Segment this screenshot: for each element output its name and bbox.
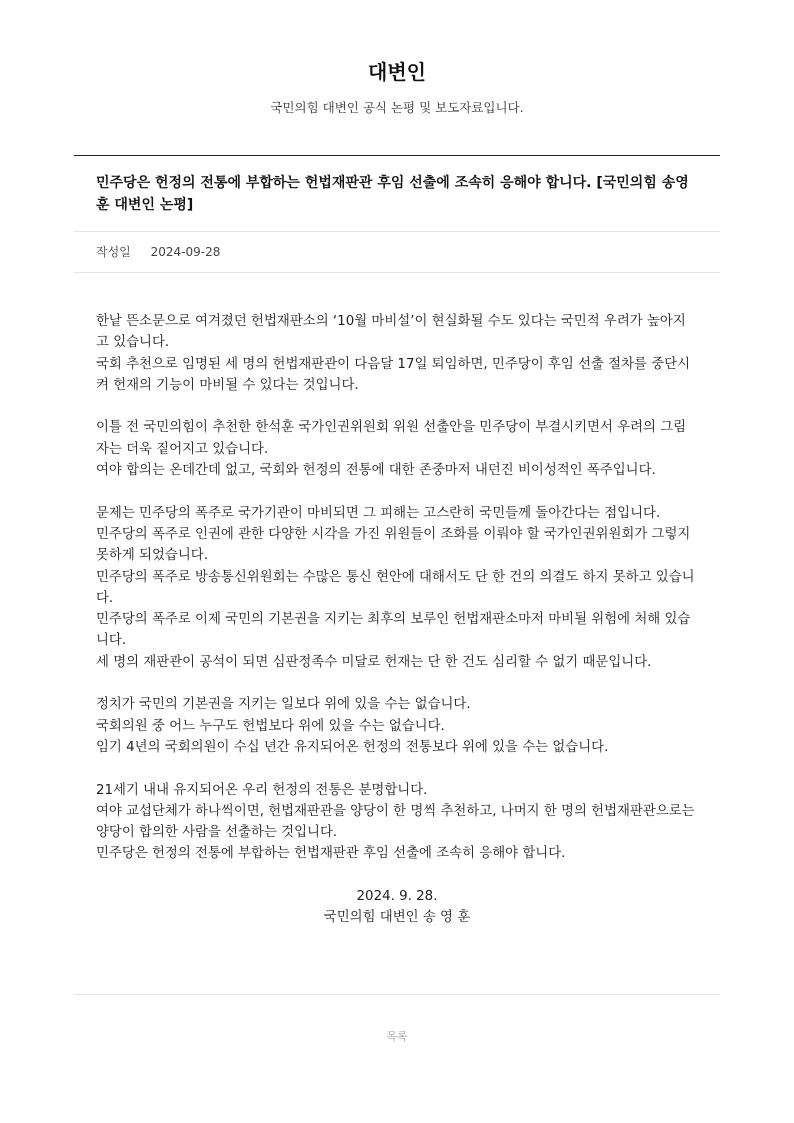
body-line: 민주당의 폭주로 방송통신위원회는 수많은 통신 현안에 대해서도 단 한 건의 의결도 하지 못하고 있습니다.	[96, 569, 695, 606]
body-line: 국회 추천으로 임명된 세 명의 헌법재판관이 다음달 17일 퇴임하면, 민주당이 후임 선출 절차를 중단시켜 헌재의 기능이 마비될 수 있다는 것입니다.	[96, 356, 691, 393]
signature-name: 국민의힘 대변인 송 영 훈	[323, 910, 471, 926]
post-meta	[74, 232, 720, 272]
site-header	[0, 0, 794, 117]
body-line: 국회의원 중 어느 누구도 헌법보다 위에 있을 수는 없습니다.	[96, 718, 445, 734]
post-date: 2024-09-28	[150, 245, 221, 259]
site-title: 대변인	[368, 60, 426, 84]
body-line: 임기 4년의 국회의원이 수십 년간 유지되어온 헌정의 전통보다 위에 있을 수는 없습니다.	[96, 739, 609, 755]
signature-block	[96, 886, 698, 929]
body-line: 한낱 뜬소문으로 여겨졌던 헌법재판소의 ‘10월 마비설’이 현실화될 수도 있다는 국민적 우려가 높아지고 있습니다.	[96, 314, 686, 351]
body-line: 정치가 국민의 기본권을 지키는 일보다 위에 있을 수는 없습니다.	[96, 697, 471, 713]
body-line: 여야 합의는 온데간데 없고, 국회와 헌정의 전통에 대한 존중마저 내던진 비이성적인 폭주입니다.	[96, 463, 656, 479]
body-line: 민주당은 헌정의 전통에 부합하는 헌법재판관 후임 선출에 조속히 응해야 합니다.	[96, 846, 566, 862]
body-line: 세 명의 재판관이 공석이 되면 심판정족수 미달로 헌재는 단 한 건도 심리할 수 없기 때문입니다.	[96, 654, 652, 670]
paragraph	[96, 694, 698, 758]
list-button[interactable]: 목록	[386, 1030, 408, 1043]
date-label: 작성일	[96, 245, 131, 259]
body-line: 21세기 내내 유지되어온 우리 헌정의 전통은 분명합니다.	[96, 782, 428, 798]
post-title: 민주당은 헌정의 전통에 부합하는 헌법재판관 후임 선출에 조속히 응해야 합니다. [국민의힘 송영훈 대변인 논평]	[96, 175, 689, 213]
body-line: 민주당의 폭주로 인권에 관한 다양한 시각을 가진 위원들이 조화를 이뤄야 할 국가인권위원회가 그렇지 못하게 되었습니다.	[96, 526, 691, 564]
paragraph	[96, 503, 698, 673]
site-description: 국민의힘 대변인 공식 논평 및 보도자료입니다.	[270, 100, 524, 115]
post-body	[74, 273, 720, 929]
paragraph	[96, 311, 698, 396]
article	[74, 155, 720, 929]
footer-divider	[74, 994, 720, 995]
paragraph	[96, 417, 698, 481]
body-line: 이틀 전 국민의힘이 추천한 한석훈 국가인권위원회 위원 선출안을 민주당이 부결시키면서 우려의 그림자는 더욱 짙어지고 있습니다.	[96, 420, 687, 457]
body-line: 문제는 민주당의 폭주로 국가기관이 마비되면 그 피해는 고스란히 국민들께 돌아간다는 점입니다.	[96, 505, 661, 521]
signature-date: 2024. 9. 28.	[356, 889, 438, 905]
body-line: 여야 교섭단체가 하나씩이면, 헌법재판관을 양당이 한 명씩 추천하고, 나머지 한 명의 헌법재판관으로는 양당이 합의한 사람을 선출하는 것입니다.	[96, 803, 695, 841]
body-line: 민주당의 폭주로 이제 국민의 기본권을 지키는 최후의 보루인 헌법재판소마저 마비될 위험에 처해 있습니다.	[96, 612, 691, 649]
paragraph	[96, 780, 698, 865]
